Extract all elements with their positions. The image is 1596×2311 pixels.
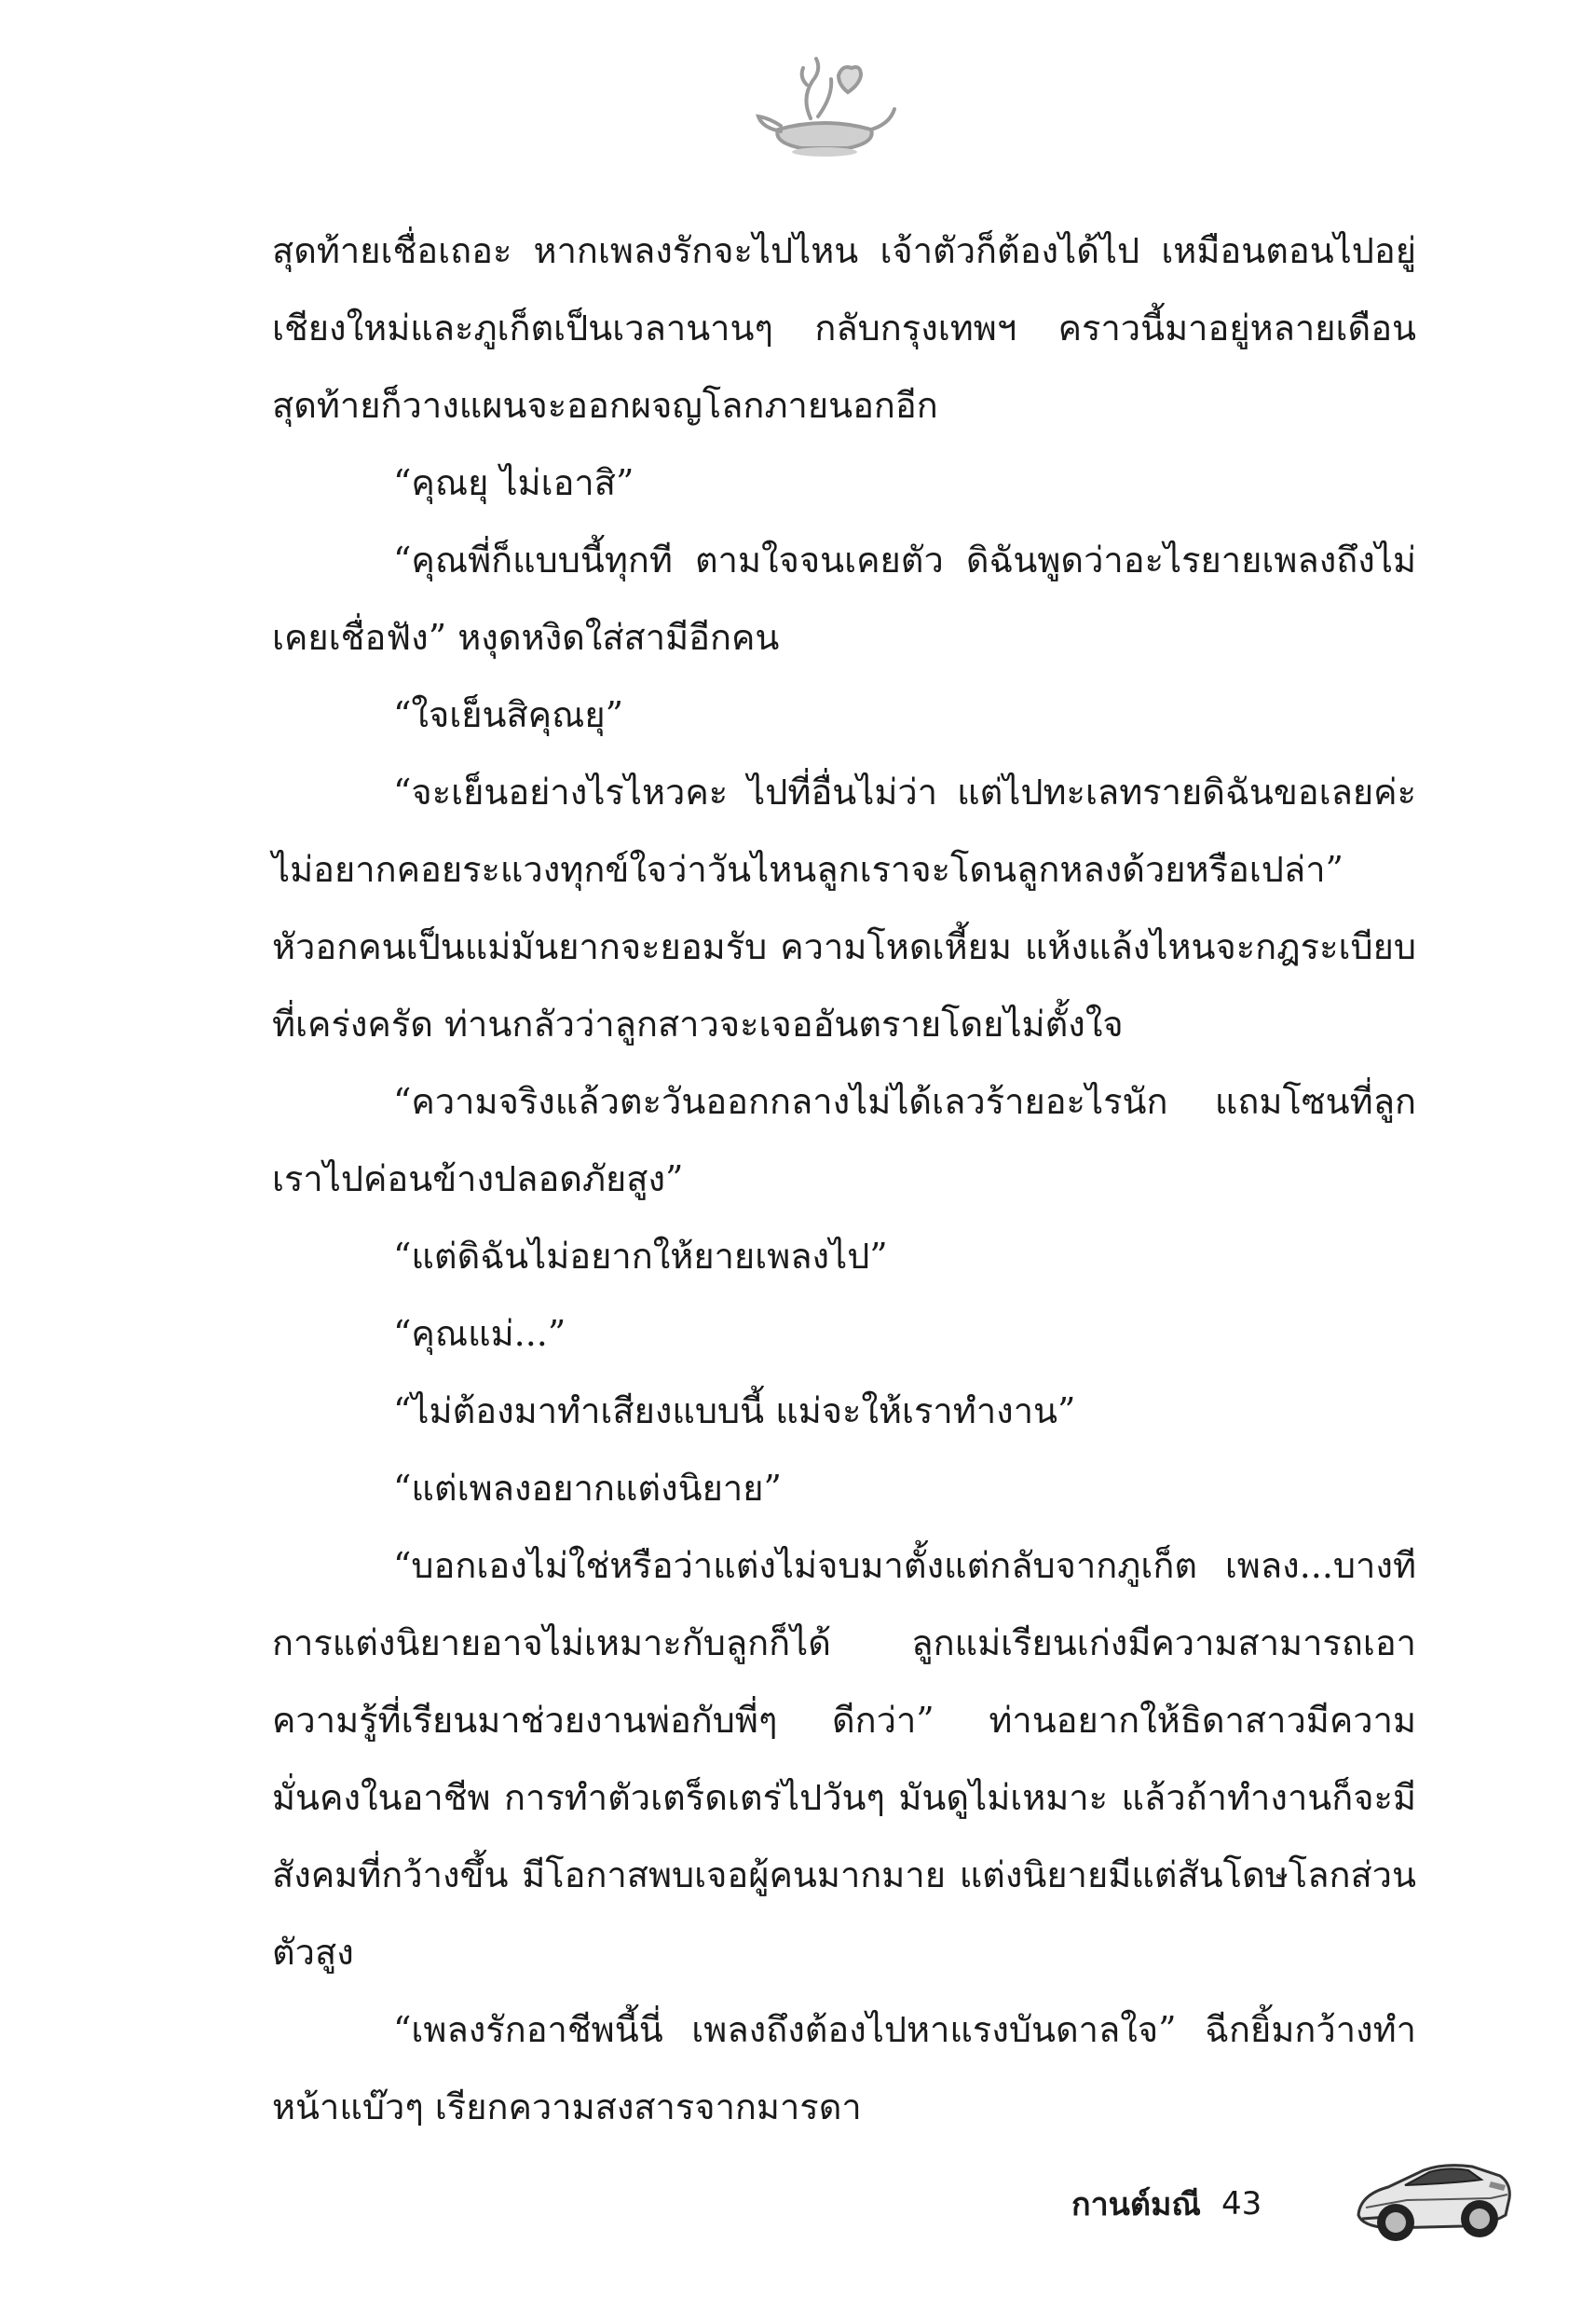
paragraph: “บอกเองไม่ใช่หรือว่าแต่งไม่จบมาตั้งแต่กลับจากภูเก็ต เพลง...บางทีการแต่งนิยายอาจไม่เหมาะกับลูกก็ได้ ลูกแม่เรียนเก่งมีความสามารถเอาความรู้ที่เรียนมาช่วยงานพ่อกับพี่ๆ ดีกว่า” ท่านอยากให้ธิดาสาวมีความมั่นคงในอาชีพ การทำตัวเตร็ดเตร่ไปวันๆ มันดูไม่เหมาะ แล้วถ้าทำงานก็จะมีสังคมที่กว้างขึ้น มีโอกาสพบเจอผู้คนมากมาย แต่งนิยายมีแต่สันโดษโลกส่วนตัวสูง bbox=[272, 1545, 1416, 1973]
paragraph: “คุณพี่ก็แบบนี้ทุกที ตามใจจนเคยตัว ดิฉันพูดว่าอะไรยายเพลงถึงไม่เคยเชื่อฟัง” หงุดหงิดใส่สามีอีกคน bbox=[272, 540, 1416, 658]
paragraph: “ไม่ต้องมาทำเสียงแบบนี้ แม่จะให้เราทำงาน” bbox=[393, 1390, 1076, 1431]
paragraph: สุดท้ายเชื่อเถอะ หากเพลงรักจะไปไหน เจ้าตัวก็ต้องได้ไป เหมือนตอนไปอยู่เชียงใหม่และภูเก็ตเป็นเวลานานๆ กลับกรุงเทพฯ คราวนี้มาอยู่หลายเดือน สุดท้ายก็วางแผนจะออกผจญโลกภายนอกอีก bbox=[272, 230, 1416, 426]
page-number: 43 bbox=[1221, 2185, 1262, 2222]
paragraph: “แต่ดิฉันไม่อยากให้ยายเพลงไป” bbox=[393, 1236, 888, 1277]
paragraph: “เพลงรักอาชีพนี้นี่ เพลงถึงต้องไปหาแรงบันดาลใจ” ฉีกยิ้มกว้างทำหน้าแบ๊วๆ เรียกความสงสารจากมารดา bbox=[272, 2009, 1416, 2127]
page-footer bbox=[1071, 2167, 1262, 2241]
book-title: กานต์มณี bbox=[1071, 2186, 1201, 2223]
paragraph: “ความจริงแล้วตะวันออกกลางไม่ได้เลวร้ายอะไรนัก แถมโซนที่ลูกเราไปค่อนข้างปลอดภัยสูง” bbox=[272, 1081, 1416, 1199]
paragraph: “คุณแม่...” bbox=[393, 1313, 566, 1354]
paragraph: “จะเย็นอย่างไรไหวคะ ไปที่อื่นไม่ว่า แต่ไปทะเลทรายดิฉันขอเลยค่ะ ไม่อยากคอยระแวงทุกข์ใจว่าวันไหนลูกเราจะโดนลูกหลงด้วยหรือเปล่า” หัวอกคนเป็นแม่มันยากจะยอมรับ ความโหดเหี้ยม แห้งแล้งไหนจะกฎระเบียบที่เคร่งครัด ท่านกลัวว่าลูกสาวจะเจออันตรายโดยไม่ตั้งใจ bbox=[272, 772, 1416, 1045]
paragraph: “แต่เพลงอยากแต่งนิยาย” bbox=[393, 1468, 782, 1509]
sports-car-icon bbox=[1351, 2129, 1514, 2255]
main-text bbox=[272, 212, 1416, 2146]
paragraph: “คุณยุ ไม่เอาสิ” bbox=[393, 462, 634, 503]
magic-lamp-icon bbox=[745, 51, 904, 163]
paragraph: “ใจเย็นสิคุณยุ” bbox=[393, 694, 624, 735]
